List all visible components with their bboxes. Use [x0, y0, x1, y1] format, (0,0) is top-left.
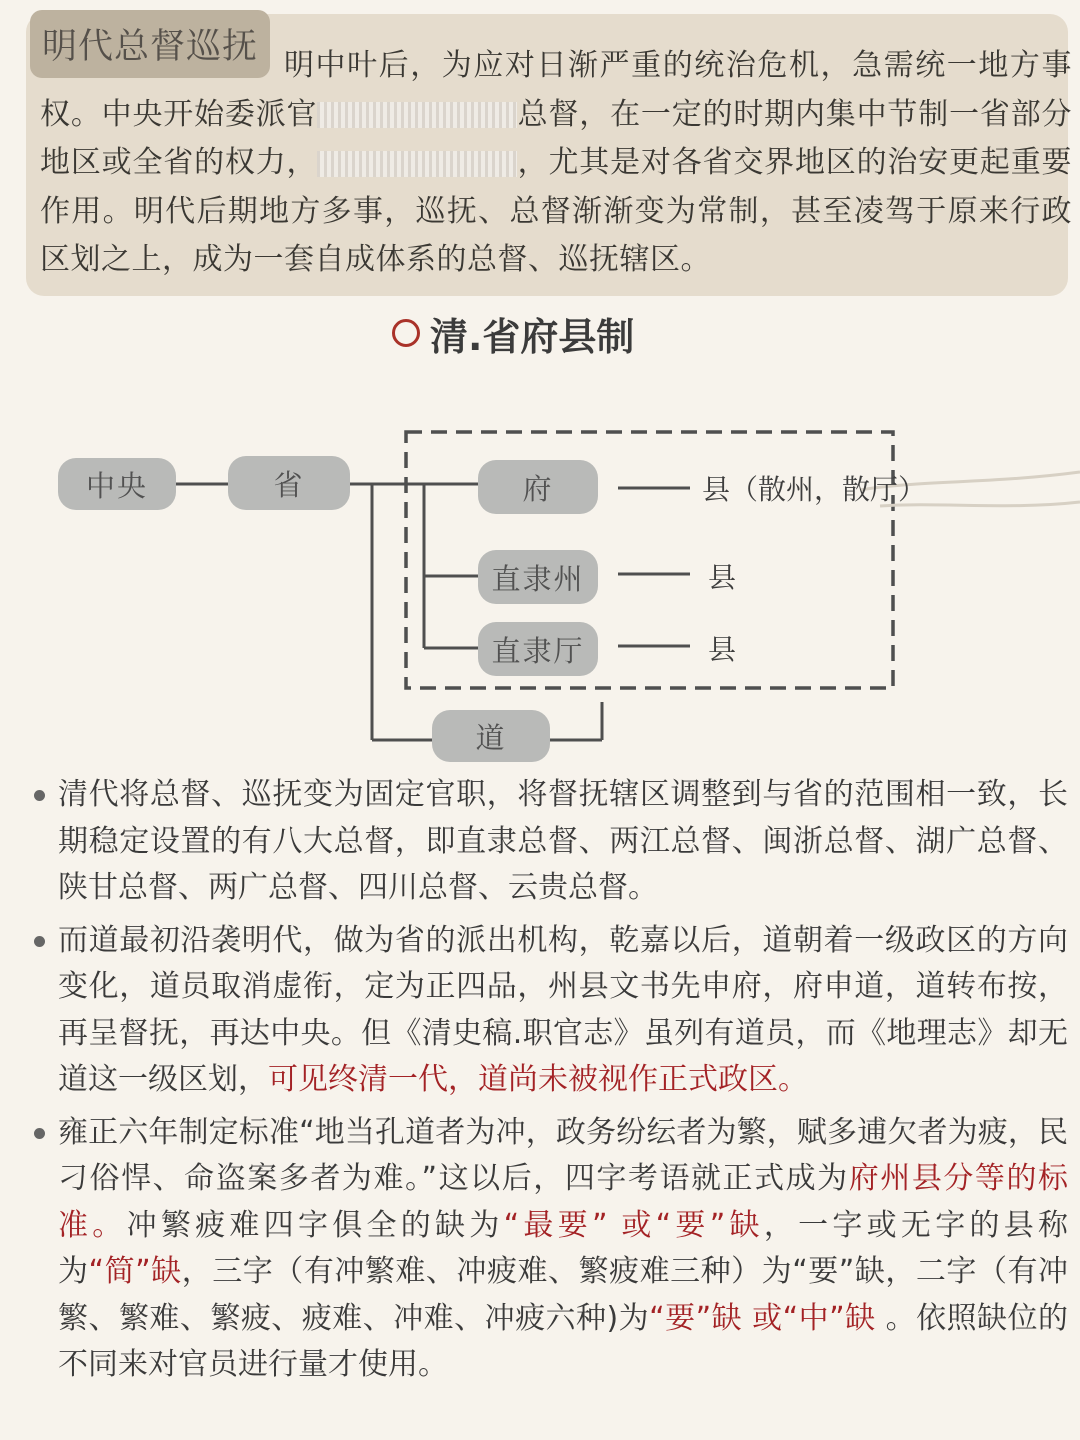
- intro-tag: 明代总督巡抚: [30, 10, 270, 78]
- leaf-zhou: 县: [708, 561, 737, 594]
- redacted-mark: [317, 151, 517, 177]
- bullet-circuit-text: 而道最初沿袭明代，做为省的派出机构，乾嘉以后，道朝着一级政区的方向变化，道员取消虚衔，定为正四品，州县文书先申府，府申道，道转布按，再呈督抚，再达中央。但《清史稿.职官志》虽列有道员，而《地理志》却无道这一级区划，: [58, 922, 1068, 1097]
- grading-text-4: ，三字（有冲繁难、冲疲难、繁疲难三种）为“要”缺，二字（有冲繁、繁难、繁疲、疲难、冲难、冲疲六种)为: [58, 1254, 1068, 1336]
- grading-text-3: ，一字或无字的县称为: [58, 1207, 1069, 1289]
- node-circuit: 道: [432, 710, 550, 762]
- intro-text: [40, 42, 1072, 285]
- grading-highlight-3: “简”缺: [88, 1254, 182, 1289]
- bullet-circuit: [28, 918, 1068, 1104]
- bullet-circuit-highlight: 可见终清一代，道尚未被视作正式政区。: [268, 1062, 808, 1097]
- bullet-grading: [28, 1110, 1068, 1389]
- node-zhili-ting: 直隶厅: [478, 622, 598, 676]
- intro-text-a: 明中叶后，为应对日渐严重的统治危机，急需统一地方事权。中央开始委派官: [40, 48, 1072, 132]
- intro-text-c: ，尤其是对各省交界地区的治安更起重要作用。明代后期地方多事，巡抚、总督渐渐变为常制，甚至凌驾于原来行政区划之上，成为一套自成体系的总督、巡抚辖区。: [40, 145, 1073, 277]
- node-prefecture: 府: [478, 460, 598, 514]
- leaf-ting: 县: [708, 633, 737, 666]
- grading-highlight-1: 府州县分等的标准。: [58, 1161, 1069, 1243]
- node-province: 省: [228, 456, 350, 510]
- leaf-prefecture: 县（散州，散厅）: [702, 473, 927, 506]
- grading-text-2: 冲繁疲难四字俱全的缺为: [126, 1207, 504, 1243]
- circle-icon: [392, 319, 420, 347]
- section-title-text: 清.省府县制: [430, 314, 635, 359]
- grading-highlight-4: “要”缺 或“中”缺: [649, 1300, 876, 1336]
- grading-text-1: 雍正六年制定标准“地当孔道者为冲，政务纷纭者为繁，赋多逋欠者为疲，民刁俗悍、命盗案多者为难。”这以后，四字考语就正式成为: [58, 1114, 1068, 1196]
- node-central: 中央: [58, 458, 176, 510]
- node-zhili-zhou: 直隶州: [478, 550, 598, 604]
- grading-highlight-2: “最要” 或“要”缺: [503, 1207, 764, 1243]
- section-title: [392, 306, 634, 360]
- bullet-governors: 清代将总督、巡抚变为固定官职，将督抚辖区调整到与省的范围相一致，长期稳定设置的有八大总督，即直隶总督、两江总督、闽浙总督、湖广总督、陕甘总督、两广总督、四川总督、云贵总督。: [28, 772, 1068, 912]
- intro-text-b: 总督，在一定的时期内集中节制一省部分地区或全省的权力，: [40, 96, 1073, 180]
- redacted-mark: [317, 102, 517, 128]
- bullet-list: [28, 772, 1068, 1395]
- grading-text-5: 。依照缺位的不同来对官员进行量才使用。: [58, 1300, 1068, 1382]
